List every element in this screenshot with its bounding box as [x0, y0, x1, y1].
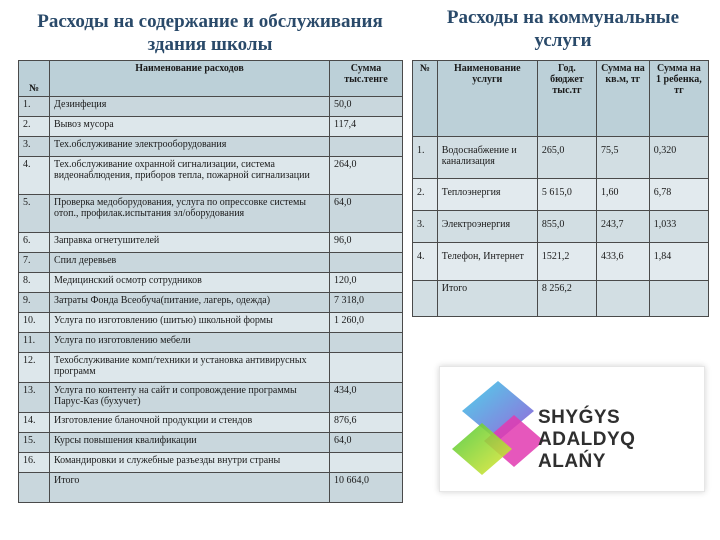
cell-per-sqm: 243,7 — [597, 211, 650, 243]
cell-amount — [330, 333, 403, 353]
cell-number: 8. — [19, 273, 50, 293]
table-row — [19, 313, 403, 333]
cell-annual-budget: 265,0 — [537, 137, 596, 179]
cell-expense-name: Услуга по изготовлению мебели — [50, 333, 330, 353]
col-header-expense-name: Наименование расходов — [50, 61, 330, 97]
cell-annual-budget: 1521,2 — [537, 243, 596, 281]
cell-number: 7. — [19, 253, 50, 273]
col-header-per-sqm: Сумма на кв.м, тг — [597, 61, 650, 137]
cell-amount — [330, 253, 403, 273]
cell-amount: 10 664,0 — [330, 473, 403, 503]
cell-per-sqm — [597, 281, 650, 317]
table-row — [19, 413, 403, 433]
cell-amount: 434,0 — [330, 383, 403, 413]
cell-number: 2. — [19, 117, 50, 137]
cell-expense-name: Тех.обслуживание электрооборудования — [50, 137, 330, 157]
cell-amount: 1 260,0 — [330, 313, 403, 333]
logo-text-line2: ADALDYQ ALAŃY — [538, 429, 636, 472]
cell-per-sqm: 1,60 — [597, 179, 650, 211]
cell-amount — [330, 353, 403, 383]
cell-number: 3. — [19, 137, 50, 157]
cell-per-sqm: 75,5 — [597, 137, 650, 179]
cell-expense-name: Командировки и служебные разъезды внутри страны — [50, 453, 330, 473]
cell-annual-budget: 8 256,2 — [537, 281, 596, 317]
table-row — [19, 353, 403, 383]
cell-amount: 64,0 — [330, 195, 403, 233]
cell-amount: 64,0 — [330, 433, 403, 453]
cell-amount: 50,0 — [330, 97, 403, 117]
cell-expense-name: Техобслуживание комп/техники и установка антивирусных программ — [50, 353, 330, 383]
table-row — [413, 243, 709, 281]
cell-number: 15. — [19, 433, 50, 453]
cell-amount — [330, 453, 403, 473]
cell-service: Телефон, Интернет — [437, 243, 537, 281]
cell-annual-budget: 855,0 — [537, 211, 596, 243]
table-row — [413, 179, 709, 211]
cell-service: Итого — [437, 281, 537, 317]
cell-amount: 7 318,0 — [330, 293, 403, 313]
cell-number: 2. — [413, 179, 438, 211]
cell-annual-budget: 5 615,0 — [537, 179, 596, 211]
cell-expense-name: Заправка огнетушителей — [50, 233, 330, 253]
cell-per-child — [649, 281, 708, 317]
left-title: Расходы на содержание и обслуживания здания школы — [37, 11, 383, 55]
cell-expense-name: Услуга по контенту на сайт и сопровождение программы Парус-Каз (бухучет) — [50, 383, 330, 413]
table-row — [19, 273, 403, 293]
logo-mark-icon — [448, 375, 548, 485]
table-row — [19, 453, 403, 473]
cell-expense-name: Дезинфеция — [50, 97, 330, 117]
cell-amount: 96,0 — [330, 233, 403, 253]
table-row — [19, 293, 403, 313]
cell-amount: 120,0 — [330, 273, 403, 293]
cell-per-child: 6,78 — [649, 179, 708, 211]
cell-number — [413, 281, 438, 317]
logo-text-line1: SHYǴYS — [538, 407, 621, 428]
table-row — [19, 433, 403, 453]
cell-number: 3. — [413, 211, 438, 243]
table-row — [19, 137, 403, 157]
cell-expense-name: Вывоз мусора — [50, 117, 330, 137]
cell-per-sqm: 433,6 — [597, 243, 650, 281]
table-row — [19, 383, 403, 413]
cell-service: Электроэнергия — [437, 211, 537, 243]
table-header-row — [19, 61, 403, 97]
cell-number: 9. — [19, 293, 50, 313]
cell-per-child: 1,033 — [649, 211, 708, 243]
col-header-amount: Сумма тыс.тенге — [330, 61, 403, 97]
cell-expense-name: Изготовление бланочной продукции и стендов — [50, 413, 330, 433]
col-header-annual-budget: Год. бюджет тыс.тг — [537, 61, 596, 137]
cell-number: 12. — [19, 353, 50, 383]
cell-number: 6. — [19, 233, 50, 253]
cell-number: 11. — [19, 333, 50, 353]
table-row — [19, 333, 403, 353]
cell-per-child: 1,84 — [649, 243, 708, 281]
cell-service: Водоснабжение и канализация — [437, 137, 537, 179]
table-row — [19, 233, 403, 253]
school-maintenance-table — [18, 60, 403, 503]
cell-number: 13. — [19, 383, 50, 413]
table-row — [19, 117, 403, 137]
cell-service: Теплоэнергия — [437, 179, 537, 211]
logo-panel — [439, 366, 705, 492]
table-row — [19, 195, 403, 233]
cell-number: 1. — [413, 137, 438, 179]
col-header-number: № — [413, 61, 438, 137]
cell-amount: 117,4 — [330, 117, 403, 137]
cell-number: 1. — [19, 97, 50, 117]
col-header-service: Наименование услуги — [437, 61, 537, 137]
table-row — [413, 137, 709, 179]
cell-number — [19, 473, 50, 503]
cell-number: 10. — [19, 313, 50, 333]
col-header-number: № — [19, 61, 50, 97]
cell-number: 4. — [413, 243, 438, 281]
table-row — [413, 211, 709, 243]
table-row — [19, 97, 403, 117]
cell-expense-name: Медицинский осмотр сотрудников — [50, 273, 330, 293]
cell-expense-name: Курсы повышения квалификации — [50, 433, 330, 453]
cell-amount: 876,6 — [330, 413, 403, 433]
cell-expense-name: Затраты Фонда Всеобуча(питание, лагерь, одежда) — [50, 293, 330, 313]
cell-number: 5. — [19, 195, 50, 233]
cell-number: 4. — [19, 157, 50, 195]
cell-number: 14. — [19, 413, 50, 433]
cell-amount — [330, 137, 403, 157]
cell-number: 16. — [19, 453, 50, 473]
right-title: Расходы на коммунальные услуги — [446, 7, 680, 51]
cell-expense-name: Тех.обслуживание охранной сигнализации, система видеонаблюдения, приборов тепла, пожарной сигнализации — [50, 157, 330, 195]
cell-expense-name: Итого — [50, 473, 330, 503]
cell-expense-name: Услуга по изготовлению (шитью) школьной формы — [50, 313, 330, 333]
cell-expense-name: Проверка медоборудования, услуга по опрессовке системы отоп., профилак.испытания эл/оборудования — [50, 195, 330, 233]
utilities-table — [412, 60, 709, 317]
table-row — [19, 157, 403, 195]
cell-per-child: 0,320 — [649, 137, 708, 179]
table-row — [19, 253, 403, 273]
table-header-row — [413, 61, 709, 137]
table-row — [413, 281, 709, 317]
table-row — [19, 473, 403, 503]
cell-amount: 264,0 — [330, 157, 403, 195]
cell-expense-name: Спил деревьев — [50, 253, 330, 273]
col-header-per-child: Сумма на 1 ребенка, тг — [649, 61, 708, 137]
